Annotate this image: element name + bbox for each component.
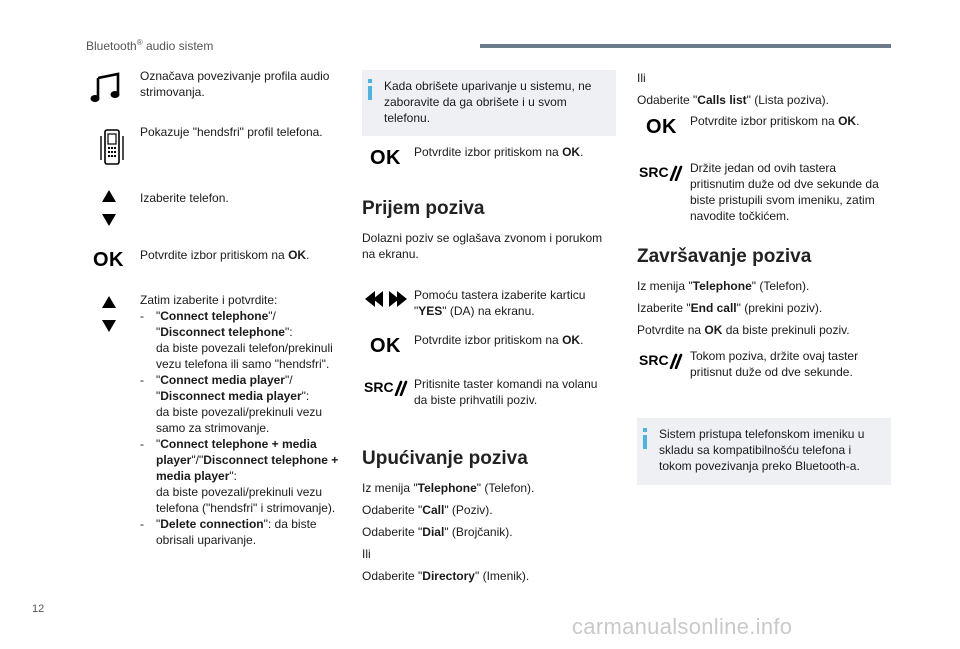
select-calls-list-text: Odaberite "Calls list" (Lista poziva). bbox=[637, 93, 829, 107]
handset-icon bbox=[394, 380, 408, 396]
ok-button-icon: OK bbox=[93, 249, 124, 271]
confirm-ok-text: Potvrdite izbor pritiskom na OK. bbox=[414, 145, 584, 159]
confirm-ok-text: Potvrdite izbor pritiskom na OK. bbox=[690, 114, 860, 128]
option-connect-telephone: - "Connect telephone"/ "Disconnect telephone": da biste povezali telefon/prekinuli vezu telefona ili samo "hendsfri". bbox=[140, 309, 333, 371]
accept-call-text: Pritisnite taster komandi na volanu da biste prihvatili poziv. bbox=[414, 377, 598, 407]
info-phonebook-text: Sistem pristupa telefonskom imeniku u skladu sa kompatibilnošću telefona i tokom povezivanja preko Bluetooth-a. bbox=[659, 427, 865, 473]
info-marker-bar bbox=[368, 86, 372, 100]
select-yes-text: Pomoću tastera izaberite karticu "YES" (DA) na ekranu. bbox=[414, 288, 586, 318]
ok-button-icon: OK bbox=[370, 335, 401, 357]
src-phone-button-icon: SRC bbox=[639, 164, 683, 184]
select-dial-text: Odaberite "Dial" (Brojčanik). bbox=[362, 525, 513, 539]
section-title: Bluetooth® audio sistem bbox=[86, 38, 214, 53]
info-marker bbox=[368, 79, 372, 83]
phone-icon bbox=[100, 126, 124, 168]
heading-receiving-call: Prijem poziva bbox=[362, 198, 485, 219]
audio-profile-text: Označava povezivanje profila audio strimovanja. bbox=[140, 69, 330, 99]
confirm-ok-text: Potvrdite izbor pritiskom na OK. bbox=[414, 333, 584, 347]
select-phone-text: Izaberite telefon. bbox=[140, 191, 229, 205]
option-connect-media-player: - "Connect media player"/ "Disconnect media player": da biste povezali/prekinuli vezu samo za strimovanje. bbox=[140, 373, 323, 435]
or-text: Ili bbox=[637, 71, 646, 85]
confirm-ok-text: Potvrdite izbor pritiskom na OK. bbox=[140, 248, 310, 262]
up-down-arrows-icon bbox=[100, 294, 118, 334]
watermark: carmanualsonline.info bbox=[572, 614, 793, 639]
info-unpair-text: Kada obrišete uparivanje u sistemu, ne zaboravite da ga obrišete i u svom telefonu. bbox=[384, 79, 592, 125]
select-end-call-text: Izaberite "End call" (prekini poziv). bbox=[637, 301, 823, 315]
header-rule bbox=[480, 44, 891, 48]
handset-icon bbox=[669, 353, 683, 369]
handsfree-profile-text: Pokazuje "hendsfri" profil telefona. bbox=[140, 125, 323, 139]
hold-for-directory-text: Držite jedan od ovih tastera pritisnutim duže od dve sekunde da biste pristupili svom imeniku, zatim navodite točkićem. bbox=[690, 161, 879, 223]
option-connect-both: - "Connect telephone + media player"/"Disconnect telephone + media player": da biste povezali/prekinuli vezu telefona ("hendsfri" i strimovanje). bbox=[140, 437, 339, 515]
page-number: 12 bbox=[32, 603, 45, 615]
info-box-unpair bbox=[362, 70, 616, 136]
options-intro: Zatim izaberite i potvrdite: bbox=[140, 293, 278, 307]
confirm-end-call-text: Potvrdite na OK da biste prekinuli poziv. bbox=[637, 323, 850, 337]
option-delete-connection: - "Delete connection": da biste obrisali uparivanje. bbox=[140, 517, 317, 547]
info-marker bbox=[643, 428, 647, 432]
src-phone-button-icon: SRC bbox=[639, 352, 683, 372]
info-box-phonebook bbox=[637, 418, 891, 485]
hold-to-end-text: Tokom poziva, držite ovaj taster pritisnut duže od dve sekunde. bbox=[690, 349, 859, 379]
handset-icon bbox=[669, 165, 683, 181]
heading-making-call: Upućivanje poziva bbox=[362, 448, 528, 469]
or-text: Ili bbox=[362, 547, 371, 561]
incoming-call-text: Dolazni poziv se oglašava zvonom i porukom na ekranu. bbox=[362, 231, 603, 261]
up-down-arrows-icon bbox=[100, 188, 118, 228]
music-note-icon bbox=[89, 72, 123, 104]
ok-button-icon: OK bbox=[646, 116, 677, 138]
ok-button-icon: OK bbox=[370, 147, 401, 169]
menu-telephone-text: Iz menija "Telephone" (Telefon). bbox=[362, 481, 535, 495]
seek-arrows-icon bbox=[364, 289, 408, 309]
info-marker-bar bbox=[643, 435, 647, 449]
heading-ending-call: Završavanje poziva bbox=[637, 246, 812, 267]
select-directory-text: Odaberite "Directory" (Imenik). bbox=[362, 569, 530, 583]
menu-telephone-text: Iz menija "Telephone" (Telefon). bbox=[637, 279, 810, 293]
select-call-text: Odaberite "Call" (Poziv). bbox=[362, 503, 493, 517]
src-phone-button-icon: SRC bbox=[364, 379, 408, 399]
connection-options-list bbox=[140, 292, 345, 548]
